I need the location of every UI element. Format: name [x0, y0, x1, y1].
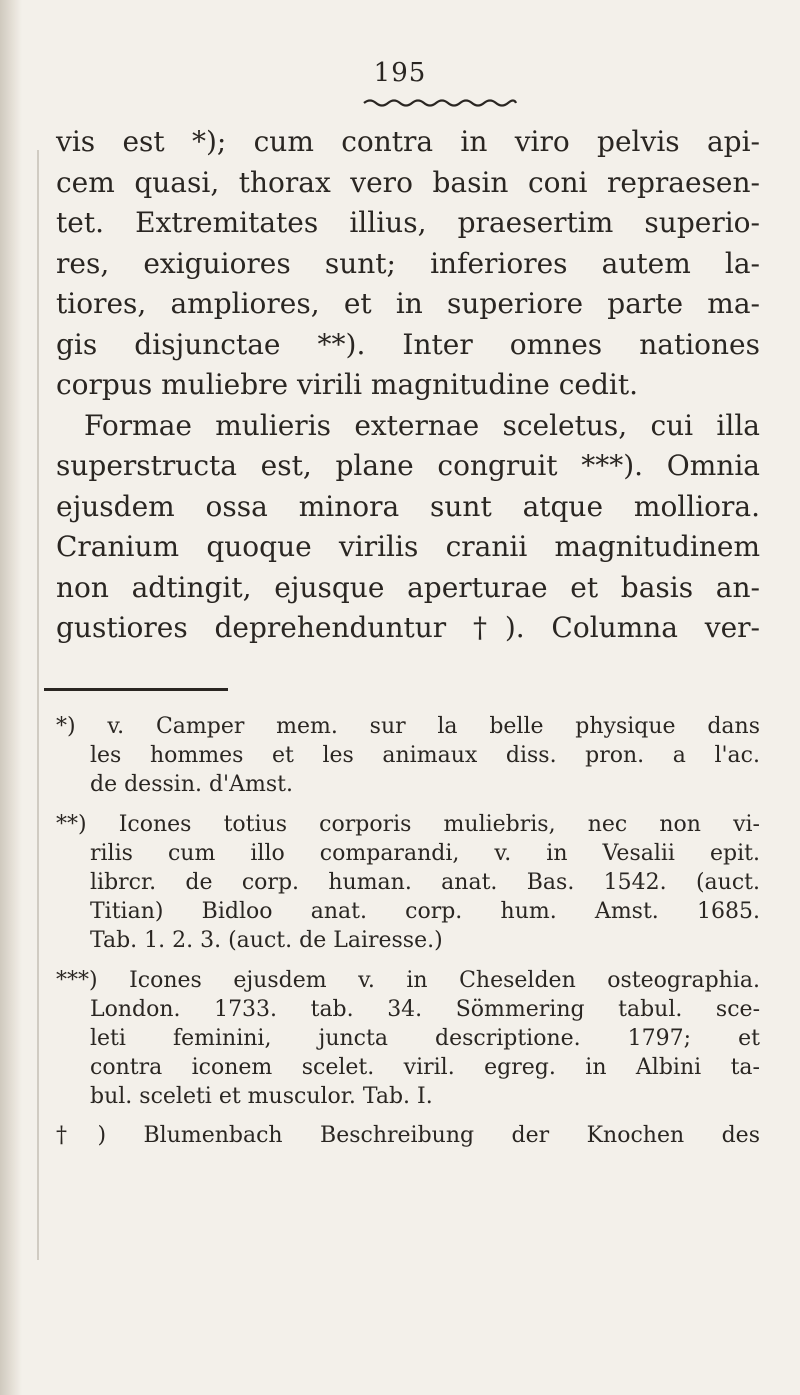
ornament-divider [360, 96, 520, 108]
footnote-line: contra iconem scelet. viril. egreg. in Albini ta- [90, 1055, 760, 1081]
footnote-line: **) Icones totius corporis muliebris, nec non vi- [56, 811, 760, 837]
body-line: superstructa est, plane congruit ***). Omnia [56, 449, 760, 482]
body-line: Formae mulieris externae sceletus, cui illa [84, 408, 760, 442]
footnote-line: librcr. de corp. human. anat. Bas. 1542. (auct. [90, 869, 760, 895]
body-line: corpus muliebre virili magnitudine cedit. [56, 368, 639, 401]
footnote-icones-totius [56, 810, 760, 956]
body-line: tet. Extremitates illius, praesertim superio- [56, 206, 760, 239]
footnote-line: *) v. Camper mem. sur la belle physique dans [56, 714, 760, 739]
footnote-rule [44, 688, 228, 691]
footnote-camper [56, 712, 760, 800]
footnote-line: ***) Icones ejusdem v. in Cheselden osteographia. [56, 967, 760, 993]
footnote-icones-ejusdem [56, 966, 760, 1112]
footnote-line: rilis cum illo comparandi, v. in Vesalii epit. [90, 840, 760, 866]
gutter-line [37, 150, 39, 1260]
footnote-line: Titian) Bidloo anat. corp. hum. Amst. 1685. [90, 899, 760, 925]
page-binding-edge [0, 0, 22, 1395]
body-line: vis est *); cum contra in viro pelvis api- [56, 125, 760, 158]
page-number: 195 [373, 58, 427, 88]
body-line: res, exiguiores sunt; inferiores autem la- [56, 246, 760, 280]
footnote-line: London. 1733. tab. 34. Sömmering tabul. sce- [90, 996, 760, 1022]
body-text [56, 122, 760, 649]
body-line: tiores, ampliores, et in superiore parte ma- [56, 287, 760, 320]
body-line: non adtingit, ejusque aperturae et basis an- [56, 570, 760, 604]
body-line: Cranium quoque virilis cranii magnitudinem [56, 530, 760, 563]
body-line: cem quasi, thorax vero basin coni repraesen- [56, 165, 760, 199]
footnote-line: leti feminini, juncta descriptione. 1797; et [90, 1025, 760, 1051]
footnotes [56, 712, 760, 1151]
footnote-line: Tab. 1. 2. 3. (auct. de Lairesse.) [90, 928, 443, 954]
footnote-line: bul. sceleti et musculor. Tab. I. [90, 1084, 433, 1110]
footnote-line: †) Blumenbach Beschreibung der Knochen des [56, 1123, 760, 1149]
footnote-blumenbach [56, 1121, 760, 1150]
body-line: ejusdem ossa minora sunt atque molliora. [56, 489, 760, 523]
body-line: gustiores deprehenduntur †). Columna ver- [56, 611, 760, 644]
footnote-line: les hommes et les animaux diss. pron. a l'ac. [90, 743, 760, 769]
footnote-line: de dessin. d'Amst. [90, 772, 293, 798]
body-line: gis disjunctae **). Inter omnes nationes [56, 327, 760, 361]
